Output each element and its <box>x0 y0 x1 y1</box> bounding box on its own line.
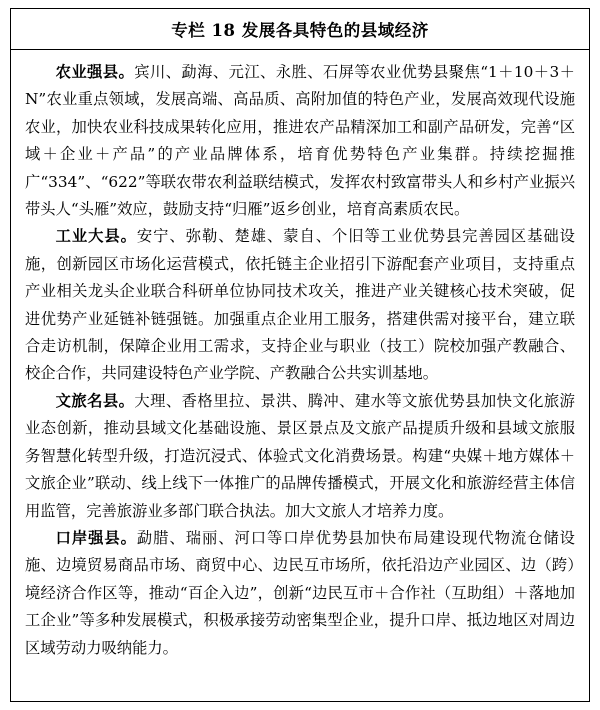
section-body-text: 宾川、勐海、元江、永胜、石屏等农业优势县聚焦“1＋10＋3＋N”农业重点领域，发展高端、高品质、高附加值的特色产业，发展高效现代设施农业，加快农业科技成果转化应用，推进农产品精深加工和副产品研发，完善“区域＋企业＋产品”的产业品牌体系，培育优势特色产业集群。持续挖掘推广“334”、“622”等联农带农利益联结模式，发挥农村致富带头人和乡村产业振兴带头人“头雁”效应，鼓励支持“归雁”返乡创业，培育高素质农民。 <box>25 63 575 219</box>
section-lead-label: 农业强县。 <box>55 63 135 81</box>
box-title: 专栏 18 发展各具特色的县域经济 <box>171 21 429 40</box>
section-body-text: 大理、香格里拉、景洪、腾冲、建水等文旅优势县加快文化旅游业态创新，推动县域文化基础设施、景区景点及文旅产品提质升级和县域文旅服务智慧化转型升级，打造沉浸式、体验式文化消费场景。构建“央媒＋地方媒体＋文旅企业”联动、线上线下一体推广的品牌传播模式，开展文化和旅游经营主体信用监管，完善旅游业多部门联合执法。加大文旅人才培养力度。 <box>25 391 575 520</box>
section-body-text: 安宁、弥勒、楚雄、蒙自、个旧等工业优势县完善园区基础设施，创新园区市场化运营模式，依托链主企业招引下游配套产业项目，支持重点产业相关龙头企业联合科研单位协同技术攻关，推进产业关键核心技术突破，促进优势产业延链补链强链。加强重点企业用工服务，搭建供需对接平台，建立联合走访机制，保障企业用工需求，支持企业与职业（技工）院校加强产教融合、校企合作，共同建设特色产业学院、产教融合公共实训基地。 <box>25 227 575 383</box>
section-lead-label: 工业大县。 <box>55 227 137 246</box>
box-content <box>11 50 589 701</box>
section-lead-label: 口岸强县。 <box>55 528 137 547</box>
box-title-area <box>11 9 589 49</box>
section-paragraph <box>25 59 575 223</box>
section-paragraph <box>25 223 575 387</box>
section-lead-label: 文旅名县。 <box>55 391 135 410</box>
section-paragraph <box>25 388 575 525</box>
section-paragraph <box>25 525 575 662</box>
feature-box <box>10 8 590 702</box>
section-body-text: 勐腊、瑞丽、河口等口岸优势县加快布局建设现代物流仓储设施、边境贸易商品市场、商贸中心、边民互市场所，依托沿边产业园区、边（跨）境经济合作区等，推动“百企入边”，创新“边民互市＋合作社（互助组）＋落地加工企业”等多种发展模式，积极承接劳动密集型企业，提升口岸、抵边地区对周边区域劳动力吸纳能力。 <box>25 528 575 657</box>
